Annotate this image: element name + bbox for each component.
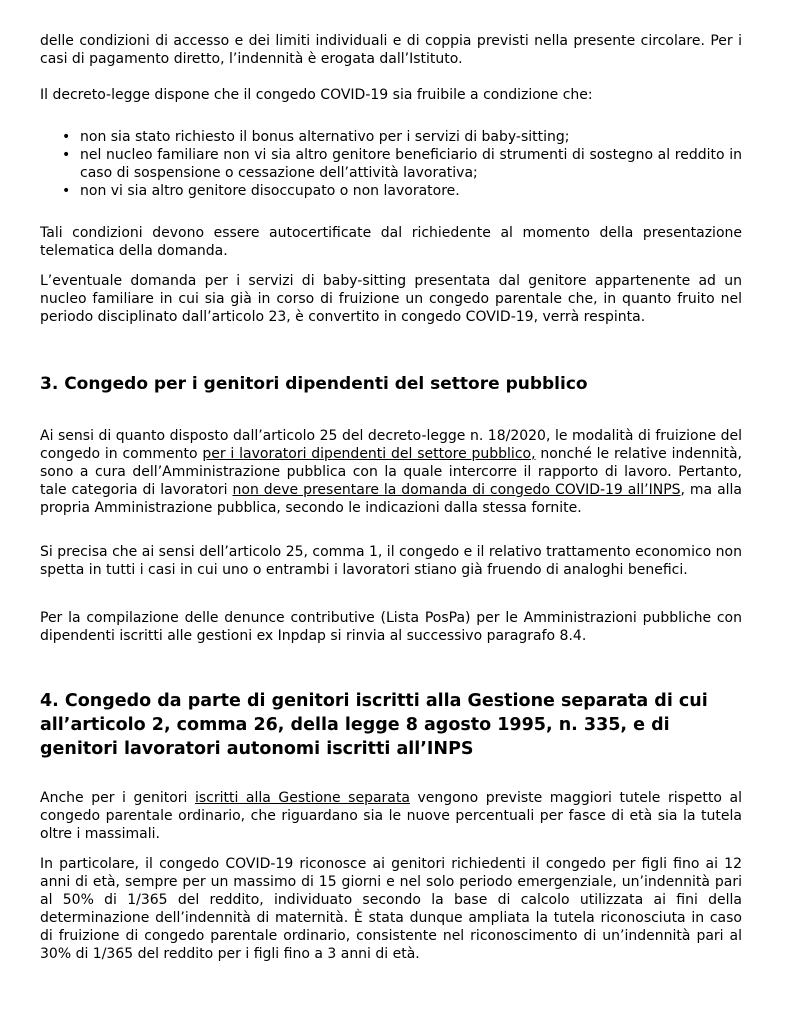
section-heading-3: 3. Congedo per i genitori dipendenti del settore pubblico — [40, 374, 588, 394]
bullet-icon: • — [62, 129, 71, 145]
paragraph-intro: delle condizioni di accesso e dei limiti individuali e di coppia previsti nella presente circolare. Per i casi di pagamento diretto, l’indennità è erogata dall’Istituto. — [40, 33, 742, 67]
list-item: • non sia stato richiesto il bonus alternativo per i servizi di baby-sitting; — [62, 129, 570, 145]
paragraph-indemnity: In particolare, il congedo COVID-19 riconosce ai genitori richiedenti il congedo per figli fino ai 12 anni di età, sempre per un massimo di 15 giorni e nel solo periodo emergenziale, un’indennità pari al 50% di 1/365 del reddito, individuato secondo la base di calcolo utilizzata ai fini della determinazione dell’indennità di maternità. È stata dunque ampliata la tutela riconosciuta in caso di fruizione di congedo parentale ordinario, consistente nel riconoscimento di un’indennità pari al 30% di 1/365 del reddito per i figli fino a 3 anni di età. — [40, 856, 742, 962]
list-item: • nel nucleo familiare non vi sia altro genitore beneficiario di strumenti di sostegno al reddito in caso di sospensione o cessazione dell’attività lavorativa; — [62, 147, 742, 181]
paragraph-rejection: L’eventuale domanda per i servizi di baby-sitting presentata dal genitore appartenente ad un nucleo familiare in cui sia già in corso di fruizione un congedo parentale che, in quanto fruito nel periodo disciplinato dall’articolo 23, è convertito in congedo COVID-19, verrà respinta. — [40, 273, 742, 325]
paragraph-conditions-lead: Il decreto-legge dispone che il congedo COVID-19 sia fruibile a condizione che: — [40, 87, 593, 103]
paragraph-gestione-separata: Anche per i genitori iscritti alla Gestione separata vengono previste maggiori tutele rispetto al congedo parentale ordinario, che riguardano sia le nuove percentuali per fasce di età sia la tutela oltre i massimali. — [40, 790, 742, 842]
paragraph-pospa: Per la compilazione delle denunce contributive (Lista PosPa) per le Amministrazioni pubbliche con dipendenti iscritti alle gestioni ex Inpdap si rinvia al successivo paragrafo 8.4. — [40, 610, 742, 644]
paragraph-article-25: Si precisa che ai sensi dell’articolo 25, comma 1, il congedo e il relativo trattamento economico non spetta in tutti i casi in cui uno o entrambi i lavoratori stiano già fruendo di analoghi benefici. — [40, 544, 742, 578]
section-heading-4: 4. Congedo da parte di genitori iscritti alla Gestione separata di cui all’articolo 2, comma 26, della legge 8 agosto 1995, n. 335, e di genitori lavoratori autonomi iscritti all’INPS — [40, 691, 708, 759]
paragraph-public-sector: Ai sensi di quanto disposto dall’articolo 25 del decreto-legge n. 18/2020, le modalità di fruizione del congedo in commento per i lavoratori dipendenti del settore pubblico, nonché le relative indennità, sono a cura dell’Amministrazione pubblica con la quale intercorre il rapporto di lavoro. Pertanto, tale categoria di lavoratori non deve presentare la domanda di congedo COVID-19 all’INPS, ma alla propria Amministrazione pubblica, secondo le indicazioni dalla stessa fornite. — [40, 428, 743, 516]
bullet-icon: • — [62, 147, 71, 163]
list-item: • non vi sia altro genitore disoccupato o non lavoratore. — [62, 183, 460, 199]
bullet-icon: • — [62, 183, 71, 199]
paragraph-self-certification: Tali condizioni devono essere autocertificate dal richiedente al momento della presentazione telematica della domanda. — [40, 225, 742, 259]
conditions-list — [40, 128, 742, 200]
